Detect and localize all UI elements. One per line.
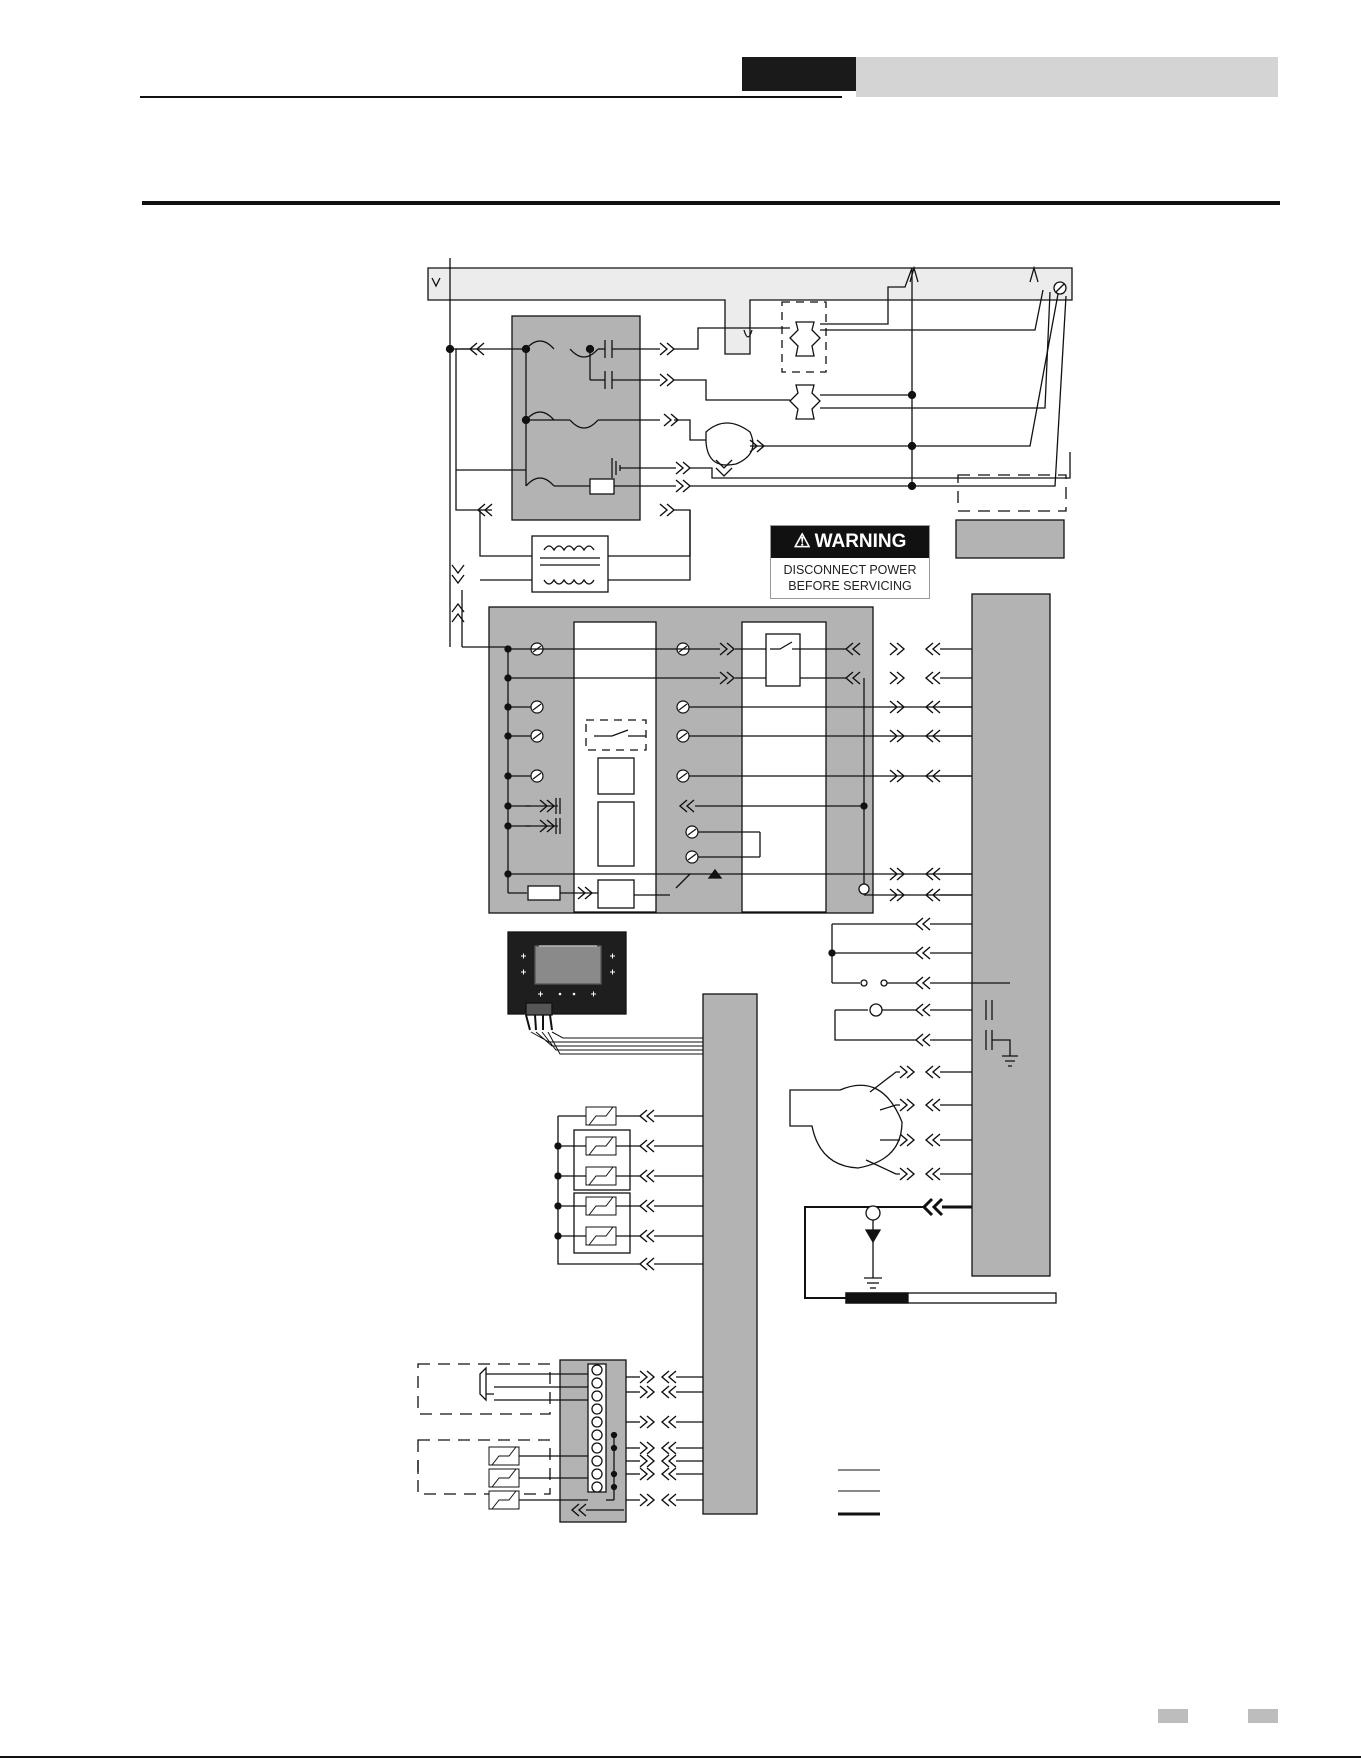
right-connectors — [890, 643, 940, 1180]
warning-heading — [771, 526, 929, 558]
warning-triangle-icon: ⚠ — [793, 531, 811, 552]
footer-tab-right — [1248, 1709, 1278, 1723]
gas-valve-1 — [790, 322, 820, 356]
footer-tab-left — [1158, 1709, 1188, 1723]
sensor-harness-block — [703, 994, 757, 1514]
combustion-blower — [706, 423, 753, 465]
footer-rule — [0, 1756, 1361, 1758]
flame-sensor-module — [598, 802, 634, 866]
thermistor-group — [586, 1107, 616, 1245]
warning-line-2: BEFORE SERVICING — [788, 579, 912, 593]
main-harness-block — [972, 594, 1050, 1276]
strip-connectors — [640, 1371, 676, 1506]
circulator-pump — [790, 1085, 902, 1168]
fuse-panel — [512, 316, 640, 520]
warning-heading-text: WARNING — [814, 531, 907, 552]
warning-label — [770, 525, 930, 599]
thermistor-connectors — [640, 1110, 654, 1270]
external-sensors — [489, 1447, 519, 1509]
gas-valve-2 — [790, 385, 820, 419]
warning-line-1: DISCONNECT POWER — [783, 563, 917, 577]
